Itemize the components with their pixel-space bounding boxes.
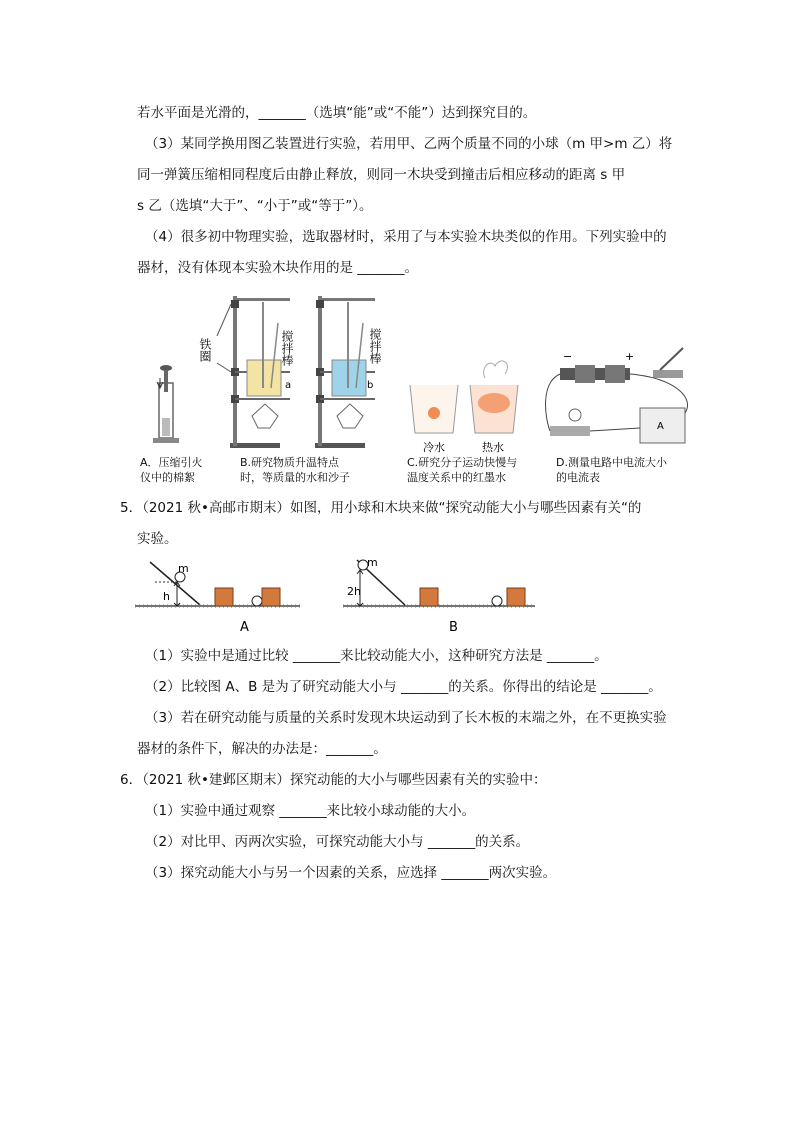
stir-rod-label-1: 搅拌棒	[280, 330, 294, 366]
ramp-a-caption: A	[240, 620, 249, 635]
heating-setup-illustration	[198, 296, 382, 448]
battery-minus-label: −	[563, 350, 573, 363]
q5-title-line-1: 5．（2021 秋•高邮市期末）如图，用小球和木块来做“探究动能大小与哪些因素有关“的	[120, 500, 642, 516]
q4-line-1: 若水平面是光滑的，_______（选填“能”或“不能”）达到探究目的。	[137, 105, 537, 121]
q4-line-4: s 乙（选填“大于”、“小于”或“等于”）。	[137, 198, 373, 214]
fire-syringe-illustration	[153, 365, 179, 443]
q6-sub-1: （1）实验中通过观察 _______来比较小球动能的大小。	[145, 803, 476, 819]
q5-sub-3-line-1: （3）若在研究动能与质量的关系时发现木块运动到了长木板的末端之外，在不更换实验	[145, 710, 667, 726]
q6-sub-2: （2）对比甲、丙两次实验，可探究动能大小与 _______的关系。	[145, 834, 530, 850]
option-b-line-2: 时，等质量的水和沙子	[240, 471, 350, 484]
q4-line-3: 同一弹簧压缩相同程度后由静止释放，则同一木块受到撞击后相应移动的距离 s 甲	[137, 167, 626, 183]
ramp-a-m-label: m	[178, 562, 189, 575]
ramp-b-m-label: m	[367, 556, 378, 569]
q6-title: 6．（2021 秋•建邺区期末）探究动能的大小与哪些因素有关的实验中：	[120, 772, 547, 788]
circuit-illustration	[546, 348, 688, 443]
option-d-line-1: D.测量电路中电流大小	[556, 456, 667, 469]
battery-plus-label: +	[625, 350, 635, 363]
q5-sub-3-line-2: 器材的条件下，解决的办法是：_______。	[137, 741, 387, 757]
beakers-illustration	[410, 361, 518, 454]
ramp-a	[135, 562, 300, 635]
option-a-line-2: 仪中的棉絮	[140, 471, 195, 484]
q6-sub-3: （3）探究动能大小与另一个因素的关系，应选择 _______两次实验。	[145, 865, 557, 881]
q5-title-line-2: 实验。	[137, 531, 178, 547]
label-b: b	[367, 380, 374, 391]
q5-sub-1: （1）实验中是通过比较 _______来比较动能大小，这种研究方法是 _______。	[145, 648, 608, 664]
ramp-a-h-label: h	[163, 590, 170, 603]
ramp-figure	[135, 555, 555, 635]
option-c-line-1: C.研究分子运动快慢与	[407, 456, 518, 469]
option-a-line-1: A．压缩引火	[140, 456, 203, 469]
iron-ring-label: 铁圈	[198, 338, 212, 362]
q4-line-5: （4）很多初中物理实验，选取器材时，采用了与本实验木块类似的作用。下列实验中的	[145, 229, 667, 245]
label-a: a	[285, 380, 292, 391]
ramp-b	[343, 556, 535, 635]
q4-line-2: （3）某同学换用图乙装置进行实验，若用甲、乙两个质量不同的小球（m 甲>m 乙）将	[145, 136, 673, 152]
option-c-line-2: 温度关系中的红墨水	[407, 471, 506, 484]
option-b-line-1: B.研究物质升温特点	[240, 456, 340, 469]
option-d-line-2: 的电流表	[556, 471, 600, 484]
cold-water-label: 冷水	[423, 441, 445, 454]
stir-rod-label-2: 搅拌棒	[368, 328, 382, 364]
ramp-b-caption: B	[449, 620, 458, 635]
ammeter-label: A	[657, 421, 664, 432]
hot-water-label: 热水	[482, 441, 504, 454]
q4-line-6: 器材，没有体现本实验木块作用的是 _______。	[137, 260, 419, 276]
q5-sub-2: （2）比较图 A、B 是为了研究动能大小与 _______的关系。你得出的结论是 _______。	[145, 679, 662, 695]
ramp-b-2h-label: 2h	[347, 585, 361, 598]
